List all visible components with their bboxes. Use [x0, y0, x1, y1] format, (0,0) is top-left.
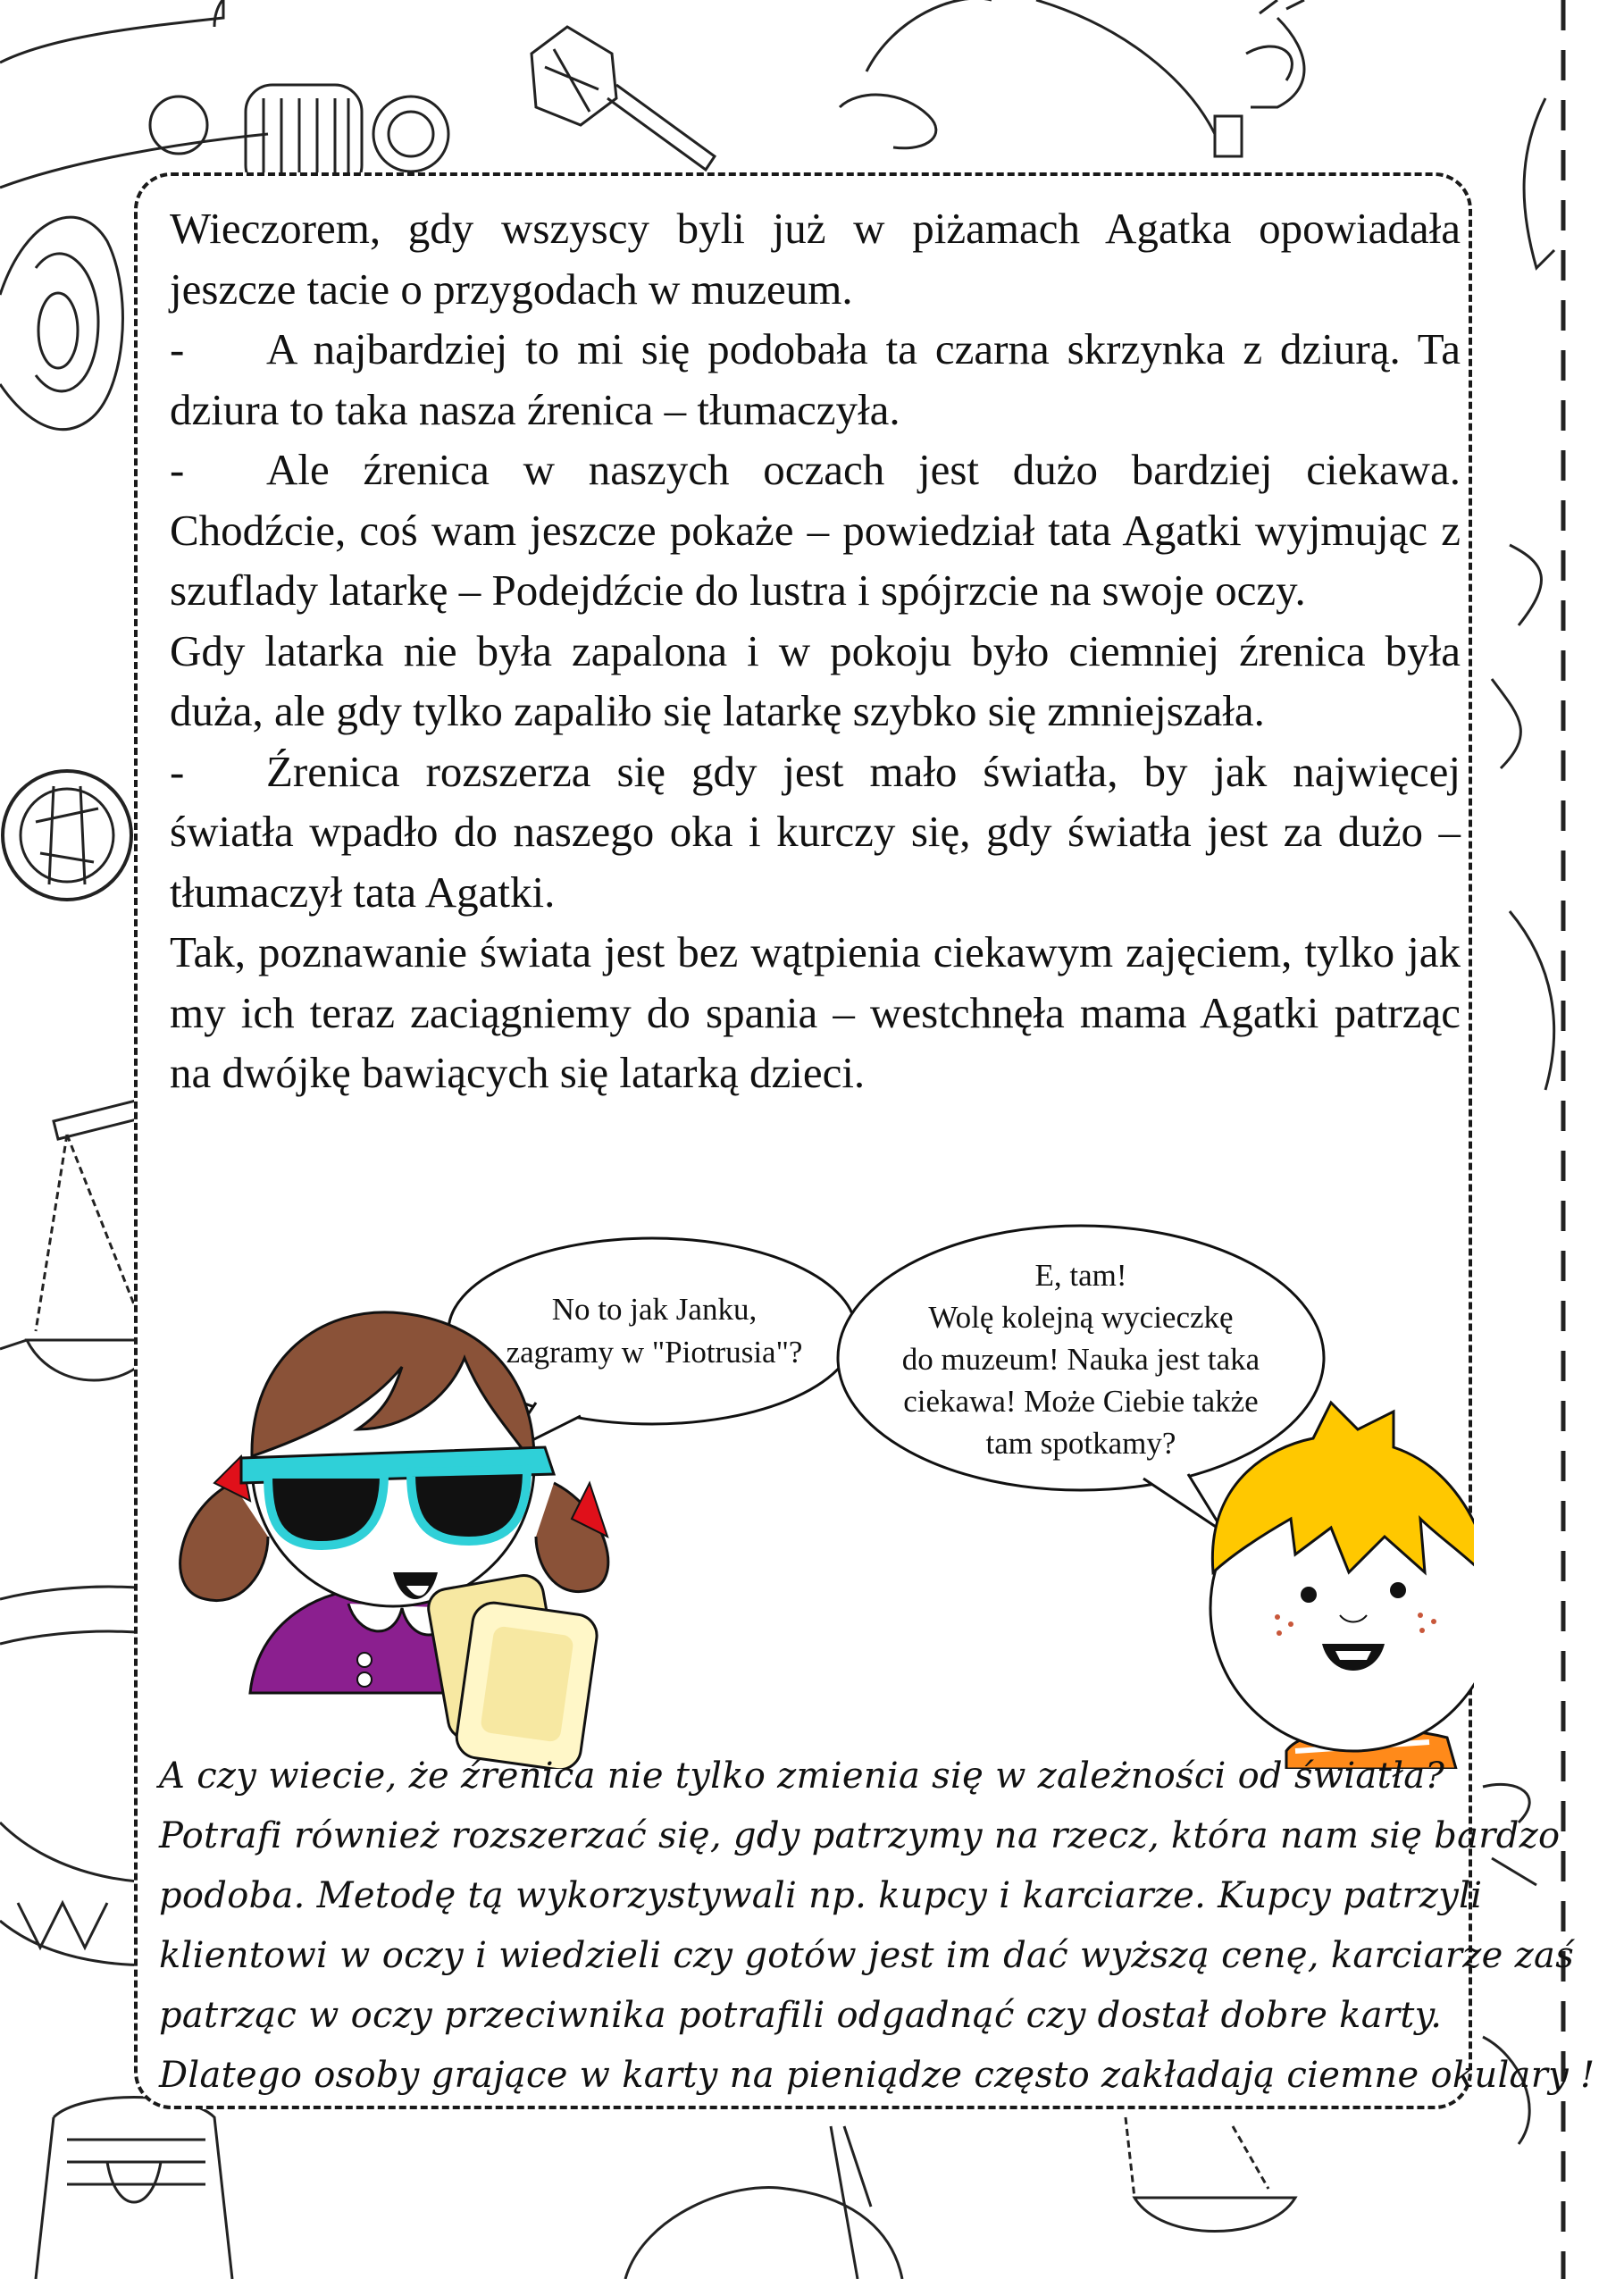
- girl-speech-text: [451, 1251, 858, 1412]
- fun-fact-line: podoba. Metodę tą wykorzystywali np. kupcy i karciarze. Kupcy patrzyli: [159, 1875, 1483, 1916]
- story-paragraph: Tak, poznawanie świata jest bez wątpienia ciekawym zajęciem, tylko jak my ich teraz zaciągniemy do spania – westchnęła mama Agatki patrząc na dwójkę bawiących się latarką dzieci.: [170, 927, 1461, 1097]
- bottom-scale-drawing: [1126, 2117, 1295, 2232]
- boy-speech-line: ciekawa! Może Ciebie także: [903, 1383, 1259, 1419]
- fun-fact-line: Potrafi również rozszerzać się, gdy patrzymy na rzecz, która nam się bardzo: [159, 1815, 1561, 1856]
- dialogue-text: Ale źrenica w naszych oczach jest dużo bardziej ciekawa. Chodźcie, coś wam jeszcze pokaże – powiedział tata Agatki wyjmując z szuflady latarkę – Podejdźcie do lustra i spójrzcie na swoje oczy.: [170, 445, 1461, 615]
- story-paragraph: Gdy latarka nie była zapalona i w pokoju było ciemniej źrenica była duża, ale gdy tylko zapaliło się latarkę szybko się zmniejszała.: [170, 625, 1461, 735]
- bottom-cloth-drawing: [625, 2187, 902, 2279]
- fun-fact-line: A czy wiecie, że źrenica nie tylko zmienia się w zależności od światła?: [159, 1755, 1445, 1797]
- fun-fact-line: patrząc w oczy przeciwnika potrafili odgadnąć czy dostał dobre karty.: [159, 1995, 1443, 2036]
- fun-fact-text: [159, 1747, 1595, 2106]
- dialogue-text: A najbardziej to mi się podobała ta czarna skrzynka z dziurą. Ta dziura to taka nasza źrenica – tłumaczyła.: [170, 324, 1461, 434]
- mace-drawing: [532, 27, 715, 170]
- pharaoh-drawing: [36, 2098, 232, 2279]
- fun-fact-line: klientowi w oczy i wiedzieli czy gotów jest im dać wyższą cenę, karciarze zaś: [159, 1935, 1575, 1976]
- girl-speech-line: zagramy w "Piotrusia"?: [506, 1335, 803, 1370]
- boy-speech-line: do muzeum! Nauka jest taka: [901, 1341, 1260, 1377]
- coin-drawing: [3, 771, 131, 900]
- dialogue-text: Źrenica rozszerza się gdy jest mało światła, by jak najwięcej światła wpadło do naszego oka i kurczy się, gdy światła jest za dużo – tłumaczył tata Agatki.: [170, 746, 1461, 917]
- dialogue-dash: -: [170, 746, 185, 796]
- boy-speech-text: [840, 1229, 1322, 1488]
- teapot-drawing: [840, 0, 1304, 156]
- fun-fact-line: Dlatego osoby grające w karty na pieniądze często zakładają ciemne okulary !: [159, 2055, 1595, 2096]
- story-text: [170, 198, 1461, 1103]
- boy-speech-line: E, tam!: [1034, 1257, 1127, 1293]
- boy-speech-line: tam spotkamy?: [985, 1425, 1176, 1461]
- story-paragraph-dialogue: [170, 319, 1461, 440]
- girl-speech-line: No to jak Janku,: [551, 1292, 758, 1327]
- story-paragraph: Wieczorem, gdy wszyscy byli już w piżamach Agatka opowiadała jeszcze tacie o przygodach w muzeum.: [170, 204, 1461, 314]
- dialogue-dash: -: [170, 445, 185, 494]
- story-paragraph-dialogue: [170, 440, 1461, 621]
- boy-speech-line: Wolę kolejną wycieczkę: [928, 1299, 1234, 1335]
- story-paragraph-dialogue: [170, 742, 1461, 923]
- dialogue-dash: -: [170, 324, 185, 373]
